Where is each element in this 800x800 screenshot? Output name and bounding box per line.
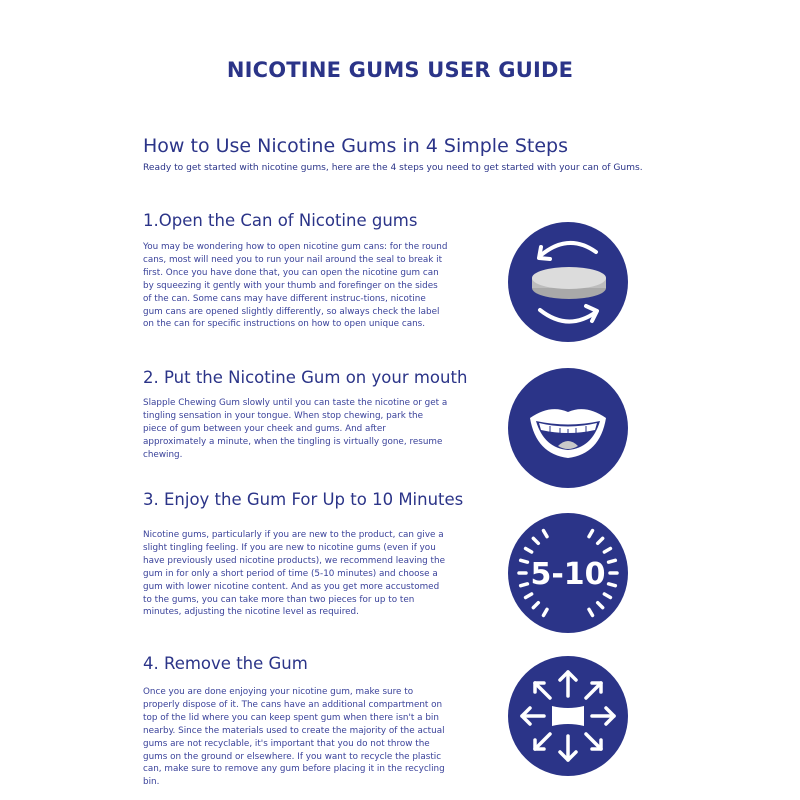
step-3-heading: 3. Enjoy the Gum For Up to 10 Minutes <box>143 490 464 509</box>
timer-tick <box>609 584 616 586</box>
expand-arrows-icon <box>508 656 628 776</box>
step-2-body: Slapple Chewing Gum slowly until you can taste the nicotine or get a tingling sensation in your tongue. When stop chewing, park the piece of gum between your cheek and gums. And after approximately a minute, when the tingling is virtually gone, resume chewing. <box>143 398 448 460</box>
timer-tick <box>521 584 528 586</box>
step-4-heading: 4. Remove the Gum <box>143 654 308 673</box>
rotating-can-icon <box>508 222 628 342</box>
smiling-mouth-icon <box>508 368 628 488</box>
step-1-body: You may be wondering how to open nicotine gum cans: for the round cans, most will need you to run your nail around the seal to break it first. Once you have done that, you can open the nicotine gum can by squeezing it gently with your thumb and forefinger on the sides of the can. Some cans may have different instruc-tions, nicotine gum cans are opened slightly differently, so always check the label on the can for specific instructions on how to open unique cans. <box>143 242 448 330</box>
timer-icon <box>508 513 628 633</box>
step-4-body: Once you are done enjoying your nicotine gum, make sure to properly dispose of it. The cans have an additional compartment on top of the lid where you can keep spent gum when there isn't a bin nearby. Since the materials used to create the majority of the actual gums are not recyclable, it's important that you do not throw the gums on the ground or elsewhere. If you want to recycle the plastic can, make sure to remove any gum before placing it in the recycling bin. <box>143 687 445 788</box>
section-heading: How to Use Nicotine Gums in 4 Simple Steps <box>143 135 568 157</box>
timer-tick <box>609 560 616 562</box>
step-1-heading: 1.Open the Can of Nicotine gums <box>143 211 418 230</box>
page-title: NICOTINE GUMS USER GUIDE <box>226 58 574 82</box>
step-3-body: Nicotine gums, particularly if you are new to the product, can give a slight tingling feeling. If you are new to nicotine gums (even if you have previously used nicotine products), we recommend leaving the gum in for only a short period of time (5-10 minutes) and choose a gum with lower nicotine content. And as you get more accustomed to the gums, you can take more than two pieces for up to ten minutes, adjusting the nicotine level as required. <box>143 530 445 618</box>
intro-text: Ready to get started with nicotine gums, here are the 4 steps you need to get started with your can of Gums. <box>143 163 643 173</box>
timer-tick <box>521 560 528 562</box>
timer-label: 5-10 <box>530 557 606 592</box>
step-2-heading: 2. Put the Nicotine Gum on your mouth <box>143 368 468 387</box>
